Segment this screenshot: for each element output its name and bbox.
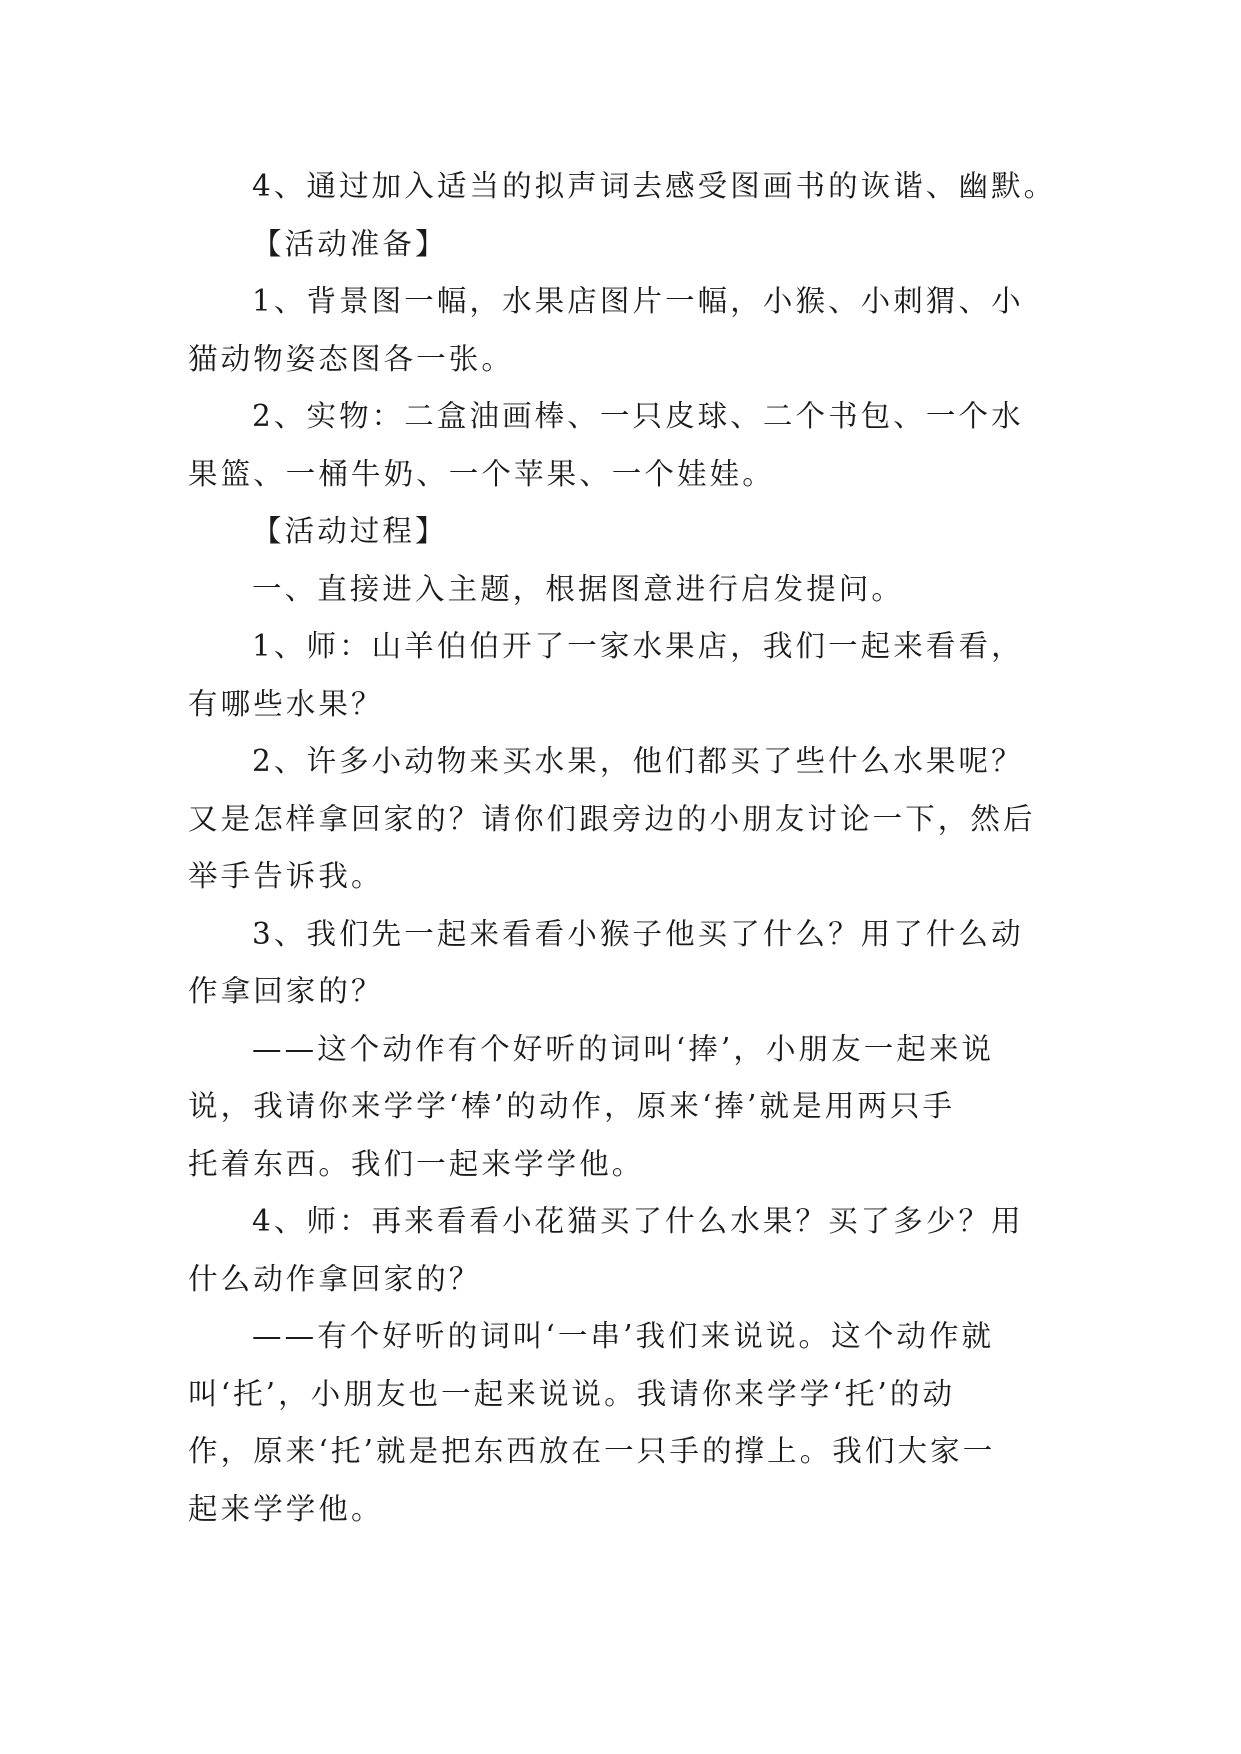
prep-item-1-line-2: 猫动物姿态图各一张。 — [188, 342, 515, 376]
note-hold-line-3: 托着东西。我们一起来学学他。 — [188, 1147, 645, 1181]
question-1-line-1: 1、师：山羊伯伯开了一家水果店，我们一起来看看， — [252, 629, 1024, 663]
note-carry-line-2: 叫‘托’，小朋友也一起来说说。我请你来学学‘托’的动 — [188, 1377, 956, 1411]
prep-item-2-line-2: 果篮、一桶牛奶、一个苹果、一个娃娃。 — [188, 457, 775, 491]
question-3-line-1: 3、我们先一起来看看小猴子他买了什么？用了什么动 — [252, 917, 1024, 951]
note-hold-line-1: ——这个动作有个好听的词叫‘捧’，小朋友一起来说 — [252, 1032, 995, 1066]
note-carry-line-1: ——有个好听的词叫‘一串’我们来说说。这个动作就 — [252, 1319, 995, 1353]
section-heading-preparation: 【活动准备】 — [252, 227, 448, 261]
section-heading-process: 【活动过程】 — [252, 514, 448, 548]
question-2-line-2: 又是怎样拿回家的？请你们跟旁边的小朋友讨论一下，然后 — [188, 802, 1036, 836]
question-2-line-1: 2、许多小动物来买水果，他们都买了些什么水果呢？ — [252, 744, 1024, 778]
process-step-1-text: 一、直接进入主题，根据图意进行启发提问。 — [252, 572, 905, 606]
prep-item-1-line-1: 1、背景图一幅，水果店图片一幅，小猴、小刺猬、小 — [252, 284, 1024, 318]
question-4-line-1: 4、师：再来看看小花猫买了什么水果？买了多少？用 — [252, 1204, 1024, 1238]
note-carry-line-3: 作，原来‘托’就是把东西放在一只手的撑上。我们大家一 — [188, 1434, 996, 1468]
question-4-line-2: 什么动作拿回家的？ — [188, 1262, 482, 1296]
question-1-line-2: 有哪些水果？ — [188, 687, 384, 721]
note-carry-line-4: 起来学学他。 — [188, 1492, 384, 1526]
note-hold-line-2: 说，我请你来学学‘棒’的动作，原来‘捧’就是用两只手 — [188, 1089, 956, 1123]
prep-item-2-line-1: 2、实物：二盒油画棒、一只皮球、二个书包、一个水 — [252, 399, 1024, 433]
question-2-line-3: 举手告诉我。 — [188, 859, 384, 893]
question-3-line-2: 作拿回家的？ — [188, 974, 384, 1008]
goal-4-text: 4、通过加入适当的拟声词去感受图画书的诙谐、幽默。 — [252, 169, 1057, 203]
